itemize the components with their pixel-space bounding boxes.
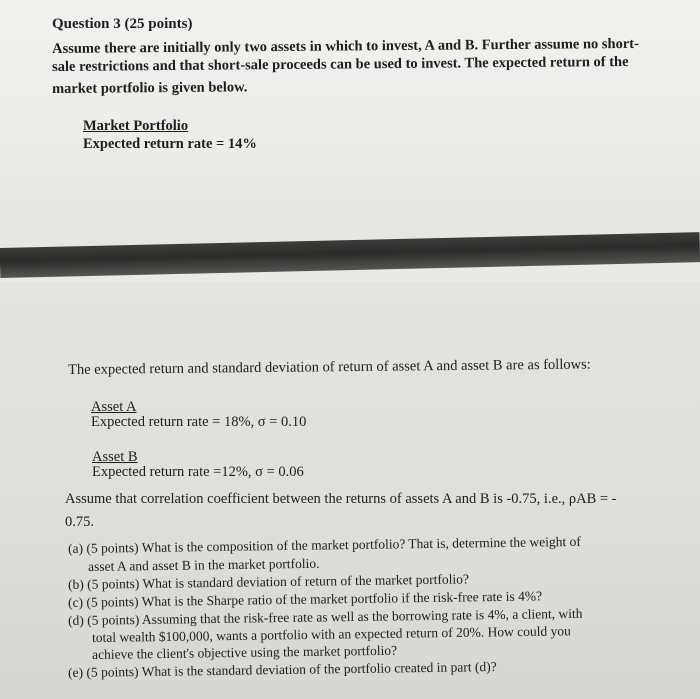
part-c: (c) (5 points) What is the Sharpe ratio of the market portfolio if the risk-free rate is 4%? — [68, 588, 543, 610]
part-b: (b) (5 points) What is standard deviation of return of the market portfolio? — [68, 571, 470, 592]
asset-b-line: Expected return rate =12%, σ = 0.06 — [92, 464, 304, 480]
part-d-line-1: (d) (5 points) Assuming that the risk-free rate as well as the borrowing rate is 4%, a client, with — [68, 605, 583, 628]
continued-intro: The expected return and standard deviation of return of asset A and asset B are as follows: — [68, 356, 591, 378]
part-a-line-2: asset A and asset B in the market portfolio. — [88, 555, 320, 574]
market-return-line: Expected return rate = 14% — [83, 136, 257, 152]
part-a-line-1: (a) (5 points) What is the composition of the market portfolio? That is, determine the weight of — [68, 533, 581, 556]
part-d-line-3: achieve the client's objective using the market portfolio? — [92, 642, 398, 662]
market-portfolio-heading: Market Portfolio — [83, 118, 189, 134]
intro-line-3: market portfolio is given below. — [52, 79, 248, 97]
asset-a-heading: Asset A — [91, 399, 137, 415]
correlation-line-2: 0.75. — [65, 514, 94, 530]
asset-b-heading: Asset B — [92, 449, 138, 465]
intro-line-1: Assume there are initially only two assets in which to invest, A and B. Further assume no short- — [52, 35, 639, 57]
intro-line-2: sale restrictions and that short-sale proceeds can be used to invest. The expected return of the — [52, 53, 629, 75]
asset-a-line: Expected return rate = 18%, σ = 0.10 — [91, 414, 307, 430]
correlation-line-1: Assume that correlation coefficient between the returns of assets A and B is -0.75, i.e., ρAB = - — [65, 491, 617, 507]
part-d-line-2: total wealth $100,000, wants a portfolio with an expected return of 20%. How could you — [92, 623, 571, 645]
part-e: (e) (5 points) What is the standard deviation of the portfolio created in part (d)? — [68, 659, 497, 680]
question-title: Question 3 (25 points) — [52, 16, 193, 32]
